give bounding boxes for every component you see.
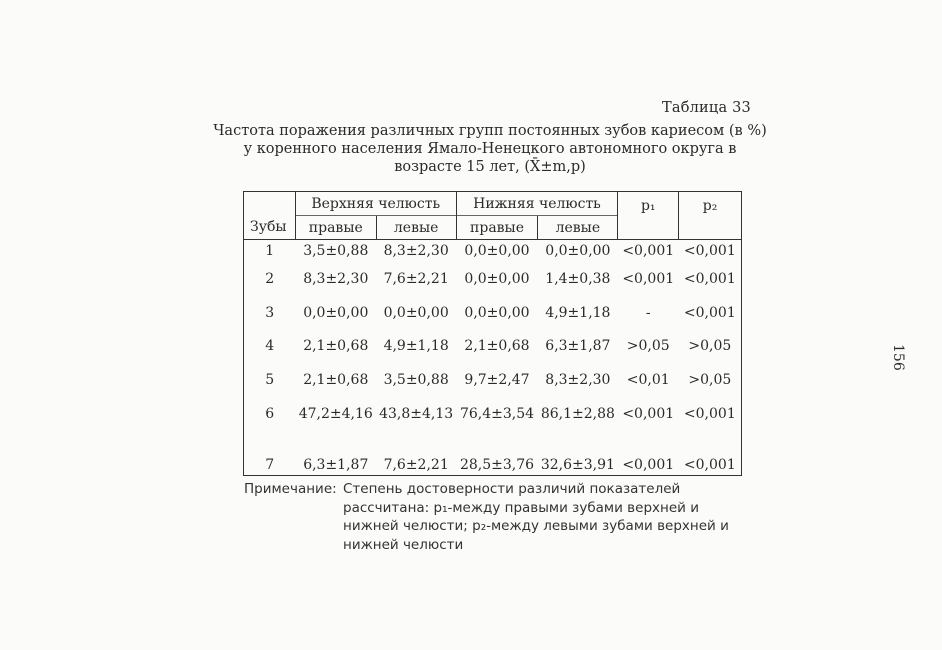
table-cell: >0,05 [679,330,742,364]
table-cell: 2,1±0,68 [303,372,369,389]
header-p1: p₁ [618,192,679,240]
table-caption [200,122,780,176]
note-label: Примечание: [244,481,337,497]
table-cell: <0,01 [626,372,670,389]
header-upper-left: левые [376,216,456,240]
table-cell: 28,5±3,76 [456,431,538,476]
table-row [244,363,742,397]
caption-line-1: Частота поражения различных групп постоянных зубов кариесом (в %) [213,123,767,139]
table-cell: 2,1±0,68 [464,338,530,355]
table-cell: 8,3±2,30 [383,243,449,259]
table-cell: 0,0±0,00 [383,304,449,321]
tooth-number: 6 [244,397,296,431]
table-row [244,296,742,330]
table-cell: 7,6±2,21 [383,270,449,287]
table-cell: 4,9±1,18 [383,338,449,355]
table-cell: 0,0±0,00 [545,243,611,259]
tooth-number: 1 [244,240,296,263]
table-cell: 4,9±1,18 [545,304,611,321]
tooth-number: 4 [244,330,296,364]
table-cell: <0,001 [679,240,742,263]
table-cell: <0,001 [679,431,742,476]
table-cell: 76,4±3,54 [459,406,535,423]
table-cell: <0,001 [679,262,742,296]
header-upper-jaw: Верхняя челюсть [295,192,456,216]
table-cell: 8,3±2,30 [303,270,369,287]
table-cell: <0,001 [622,243,675,259]
table-cell: <0,001 [622,270,675,287]
table-cell: 8,3±2,30 [545,372,611,389]
table-row [244,240,742,263]
table-row [244,262,742,296]
table-cell: 2,1±0,68 [303,338,369,355]
table-row [244,397,742,431]
caption-line-2: у коренного населения Ямало-Ненецкого автономного округа в [243,141,737,157]
table-cell: <0,001 [679,296,742,330]
table-number: Таблица 33 [662,100,751,116]
table-cell: >0,05 [679,363,742,397]
table-cell: 86,1±2,88 [540,406,615,423]
table-cell: - [645,304,651,321]
table-cell: 0,0±0,00 [464,270,530,287]
table-cell: <0,001 [618,431,679,476]
header-upper-right: правые [295,216,376,240]
tooth-number: 7 [244,431,296,476]
caption-line-3: возрасте 15 лет, (X̄±m,p) [394,159,586,175]
table-cell: 0,0±0,00 [303,304,369,321]
tooth-number: 3 [244,296,296,330]
header-lower-jaw: Нижняя челюсть [456,192,618,216]
table-cell: 43,8±4,13 [379,406,454,423]
table-cell: 7,6±2,21 [376,431,456,476]
page-number: 156 [890,344,906,371]
table-cell: 1,4±0,38 [545,270,611,287]
caries-table [243,191,742,476]
table-row [244,330,742,364]
header-lower-right: правые [456,216,538,240]
table-cell: <0,001 [622,406,675,423]
header-empty [244,192,296,216]
tooth-number: 5 [244,363,296,397]
table-cell: 6,3±1,87 [545,338,611,355]
table-cell: 47,2±4,16 [298,406,373,423]
table-cell: 0,0±0,00 [464,243,530,259]
table-cell: 3,5±0,88 [303,243,369,259]
header-lower-left: левые [538,216,618,240]
table-cell: 0,0±0,00 [464,304,530,321]
table-cell: >0,05 [626,338,670,355]
tooth-number: 2 [244,262,296,296]
table-cell: 3,5±0,88 [383,372,449,389]
header-teeth: Зубы [244,216,296,240]
note-text: Степень достоверности различий показателей рассчитана: p₁-между правыми зубами верхней и нижней челюсти; p₂-между левыми зубами верхней и нижней челюсти [343,481,729,553]
table-row [244,431,742,476]
table-cell: 32,6±3,91 [538,431,618,476]
table-cell: 9,7±2,47 [464,372,530,389]
header-p2: p₂ [679,192,742,240]
table-cell: 6,3±1,87 [295,431,376,476]
table-cell: <0,001 [679,397,742,431]
